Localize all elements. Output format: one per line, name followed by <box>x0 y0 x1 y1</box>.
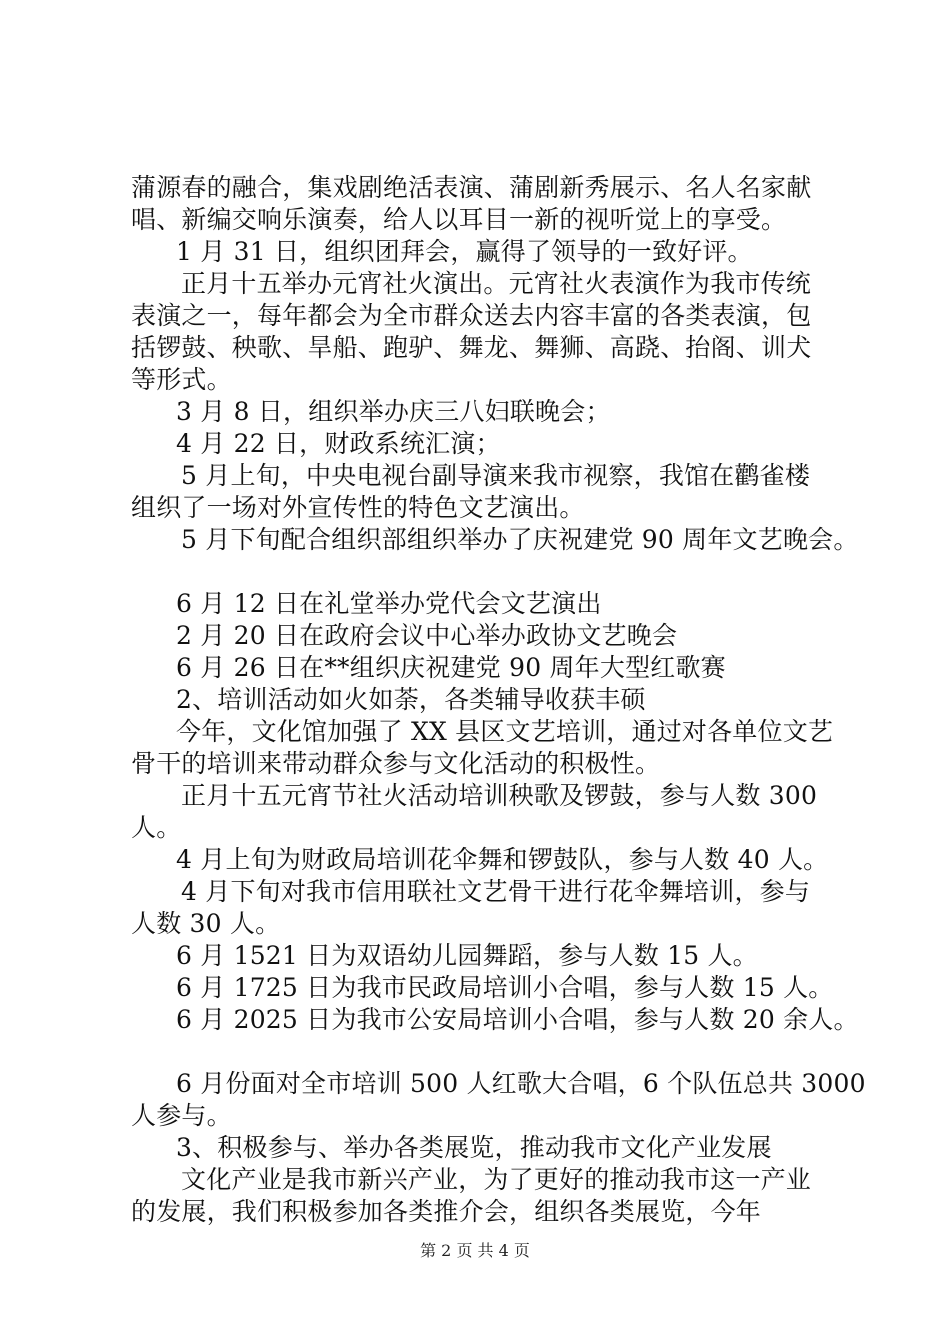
text-line: 表演之一，每年都会为全市群众送去内容丰富的各类表演，包 <box>131 301 812 330</box>
text-line: 括锣鼓、秧歌、旱船、跑驴、舞龙、舞狮、高跷、抬阁、训犬 <box>131 333 812 362</box>
text-line: 3 月 8 日，组织举办庆三八妇联晚会； <box>176 397 611 426</box>
text-line: 唱、新编交响乐演奏，给人以耳目一新的视听觉上的享受。 <box>131 205 787 234</box>
text-line: 4 月上旬为财政局培训花伞舞和锣鼓队，参与人数 40 人。 <box>176 845 829 874</box>
text-line: 文化产业是我市新兴产业，为了更好的推动我市这一产业 <box>181 1165 812 1194</box>
text-line: 正月十五元宵节社火活动培训秧歌及锣鼓，参与人数 300 <box>181 781 818 810</box>
text-line: 正月十五举办元宵社火演出。元宵社火表演作为我市传统 <box>181 269 812 298</box>
text-line: 6 月 1725 日为我市民政局培训小合唱，参与人数 15 人。 <box>176 973 834 1002</box>
text-line: 人数 30 人。 <box>131 909 281 938</box>
text-line: 6 月 1521 日为双语幼儿园舞蹈，参与人数 15 人。 <box>176 941 758 970</box>
section-heading: 3、积极参与、举办各类展览，推动我市文化产业发展 <box>176 1133 772 1162</box>
page-number-footer: 第 2 页 共 4 页 <box>420 1241 530 1260</box>
text-line: 人。 <box>131 813 182 842</box>
text-line: 5 月下旬配合组织部组织举办了庆祝建党 90 周年文艺晚会。 <box>181 525 859 554</box>
blank-line <box>131 1036 851 1068</box>
document-body <box>131 172 866 1228</box>
text-line: 的发展，我们积极参加各类推介会，组织各类展览，今年 <box>131 1197 762 1226</box>
text-line: 4 月下旬对我市信用联社文艺骨干进行花伞舞培训，参与 <box>181 877 811 906</box>
text-line: 骨干的培训来带动群众参与文化活动的积极性。 <box>131 749 661 778</box>
text-line: 6 月份面对全市培训 500 人红歌大合唱，6 个队伍总共 3000 <box>176 1069 866 1098</box>
section-heading: 2、培训活动如火如荼，各类辅导收获丰硕 <box>176 685 646 714</box>
blank-line <box>131 556 851 588</box>
text-line: 6 月 26 日在**组织庆祝建党 90 周年大型红歌赛 <box>176 653 726 682</box>
text-line: 人参与。 <box>131 1101 232 1130</box>
text-line: 5 月上旬，中央电视台副导演来我市视察，我馆在鹳雀楼 <box>181 461 811 490</box>
text-line: 等形式。 <box>131 365 232 394</box>
text-line: 4 月 22 日，财政系统汇演； <box>176 429 501 458</box>
text-line: 今年，文化馆加强了 XX 县区文艺培训，通过对各单位文艺 <box>176 717 834 746</box>
text-line: 2 月 20 日在政府会议中心举办政协文艺晚会 <box>176 621 678 650</box>
text-line: 1 月 31 日，组织团拜会，赢得了领导的一致好评。 <box>176 237 753 266</box>
text-line: 6 月 2025 日为我市公安局培训小合唱，参与人数 20 余人。 <box>176 1005 859 1034</box>
text-line: 6 月 12 日在礼堂举办党代会文艺演出 <box>176 589 602 618</box>
text-line: 蒲源春的融合，集戏剧绝活表演、蒲剧新秀展示、名人名家献 <box>131 173 812 202</box>
text-line: 组织了一场对外宣传性的特色文艺演出。 <box>131 493 585 522</box>
